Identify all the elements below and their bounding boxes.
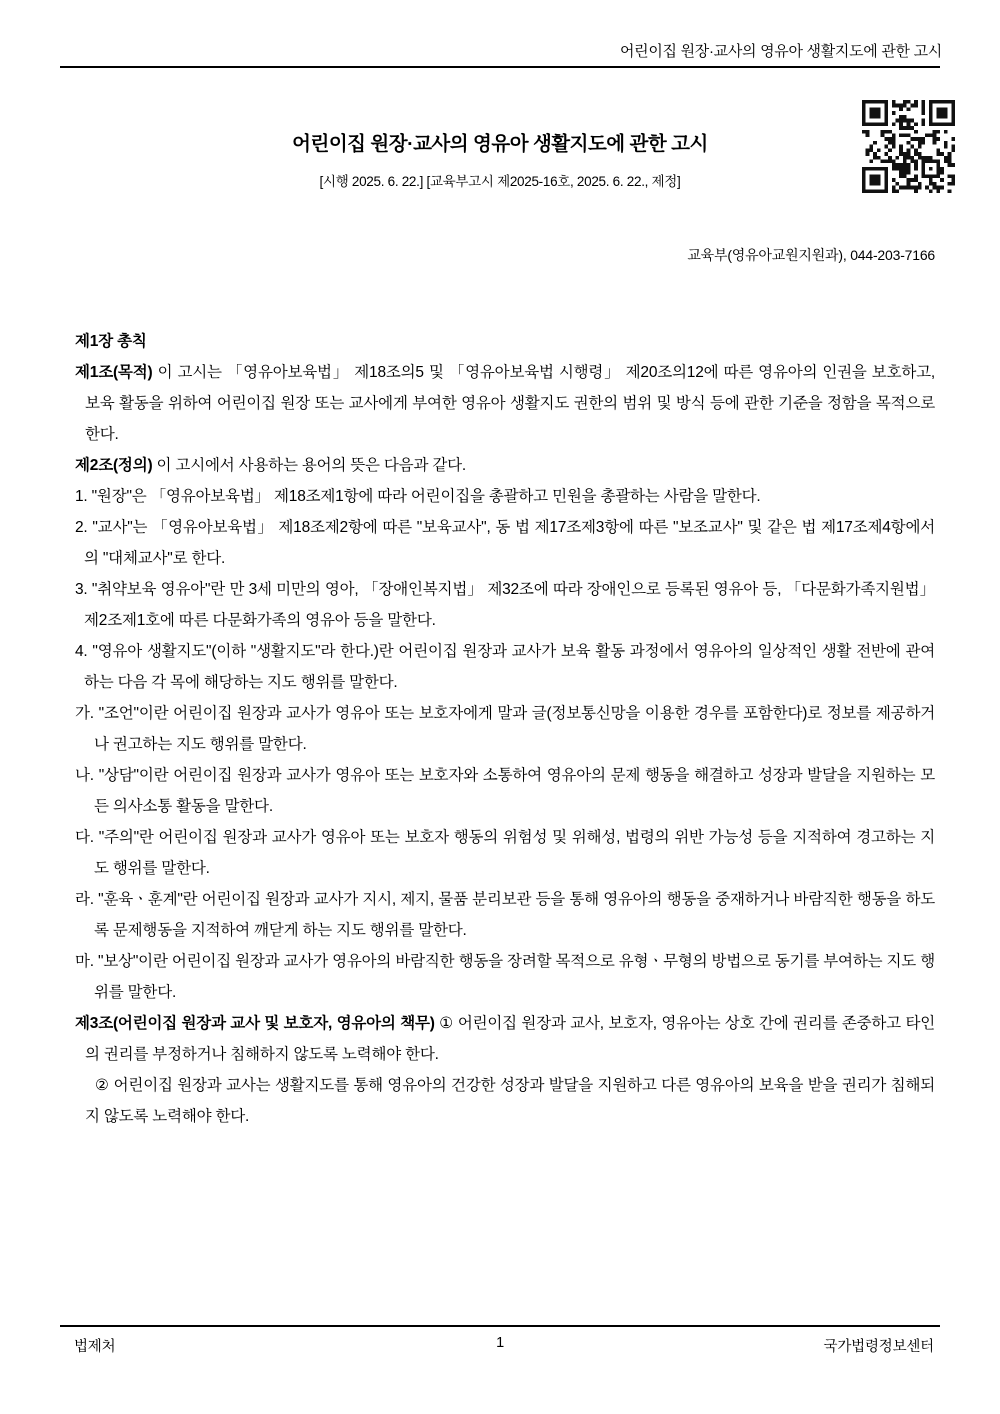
footer-page-number: 1: [496, 1335, 504, 1351]
article-2-subitem-na: 나. "상담"이란 어린이집 원장과 교사가 영유아 또는 보호자와 소통하여 영유아의 문제 행동을 해결하고 성장과 발달을 지원하는 모든 의사소통 활동을 말한다.: [75, 767, 935, 815]
article-2-heading: 제2조(정의): [75, 457, 153, 474]
article-2-subitem-da: 다. "주의"란 어린이집 원장과 교사가 영유아 또는 보호자 행동의 위험성 및 위해성, 법령의 위반 가능성 등을 지적하여 경고하는 지도 행위를 말한다.: [75, 829, 935, 877]
article-2-subitem-ga: 가. "조언"이란 어린이집 원장과 교사가 영유아 또는 보호자에게 말과 글(정보통신망을 이용한 경우를 포함한다)로 정보를 제공하거나 권고하는 지도 행위를 말한다.: [75, 705, 935, 753]
footer-source: 국가법령정보센터: [823, 1339, 934, 1355]
contact-info: 교육부(영유아교원지원과), 044-203-7166: [687, 247, 935, 263]
article-2-subitem-ra: 라. "훈육ㆍ훈계"란 어린이집 원장과 교사가 지시, 제지, 물품 분리보관 등을 통해 영유아의 행동을 중재하거나 바람직한 행동을 하도록 문제행동을 지적하여 깨닫게 하는 지도 행위를 말한다.: [75, 891, 935, 939]
qr-code-icon: [862, 100, 955, 193]
article-3-clause-2: ② 어린이집 원장과 교사는 생활지도를 통해 영유아의 건강한 성장과 발달을 지원하고 다른 영유아의 보육을 받을 권리가 침해되지 않도록 노력해야 한다.: [85, 1077, 935, 1125]
chapter-heading: 제1장 총칙: [75, 333, 147, 350]
article-2-subitem-ma: 마. "보상"이란 어린이집 원장과 교사가 영유아의 바람직한 행동을 장려할 목적으로 유형ㆍ무형의 방법으로 동기를 부여하는 지도 행위를 말한다.: [75, 953, 935, 1001]
article-1: [75, 357, 935, 450]
article-2: [75, 450, 935, 481]
document-body: [75, 326, 935, 1132]
article-1-text: 이 고시는 「영유아보육법」 제18조의5 및 「영유아보육법 시행령」 제20조의12에 따른 영유아의 인권을 보호하고, 보육 활동을 위하여 어린이집 원장 또는 교사에게 부여한 영유아 생활지도 권한의 범위 및 방식 등에 관한 기준을 정함을 목적으로 한다.: [85, 364, 936, 443]
footer-rule: [60, 1325, 940, 1327]
article-2-item-2: 2. "교사"는 「영유아보육법」 제18조제2항에 따른 "보육교사", 동 법 제17조제3항에 따른 "보조교사" 및 같은 법 제17조제4항에서의 "대체교사"로 한다.: [75, 519, 935, 567]
article-3-heading: 제3조(어린이집 원장과 교사 및 보호자, 영유아의 책무): [75, 1015, 435, 1032]
footer-publisher: 법제처: [74, 1339, 116, 1355]
page-subtitle: [시행 2025. 6. 22.] [교육부고시 제2025-16호, 2025. 6. 22., 제정]: [319, 174, 681, 189]
article-1-heading: 제1조(목적): [75, 364, 153, 381]
article-2-item-4: 4. "영유아 생활지도"(이하 "생활지도"라 한다.)란 어린이집 원장과 교사가 보육 활동 과정에서 영유아의 일상적인 생활 전반에 관여하는 다음 각 목에 해당하는 지도 행위를 말한다.: [75, 643, 935, 691]
article-3-clause-1: ① 어린이집 원장과 교사, 보호자, 영유아는 상호 간에 권리를 존중하고 타인의 권리를 부정하거나 침해하지 않도록 노력해야 한다.: [85, 1015, 935, 1063]
article-2-text: 이 고시에서 사용하는 용어의 뜻은 다음과 같다.: [156, 457, 466, 474]
page-title: 어린이집 원장·교사의 영유아 생활지도에 관한 고시: [292, 133, 708, 155]
article-2-item-3: 3. "취약보육 영유아"란 만 3세 미만의 영아, 「장애인복지법」 제32조에 따라 장애인으로 등록된 영유아 등, 「다문화가족지원법」제2조제1호에 따른 다문화가족의 영유아 등을 말한다.: [75, 581, 935, 629]
running-header: 어린이집 원장·교사의 영유아 생활지도에 관한 고시: [619, 43, 942, 60]
article-3: [75, 1008, 935, 1070]
page-footer: [60, 1335, 940, 1356]
article-2-item-1: 1. "원장"은 「영유아보육법」 제18조제1항에 따라 어린이집을 총괄하고 민원을 총괄하는 사람을 말한다.: [75, 488, 761, 505]
header-rule: [60, 66, 940, 68]
